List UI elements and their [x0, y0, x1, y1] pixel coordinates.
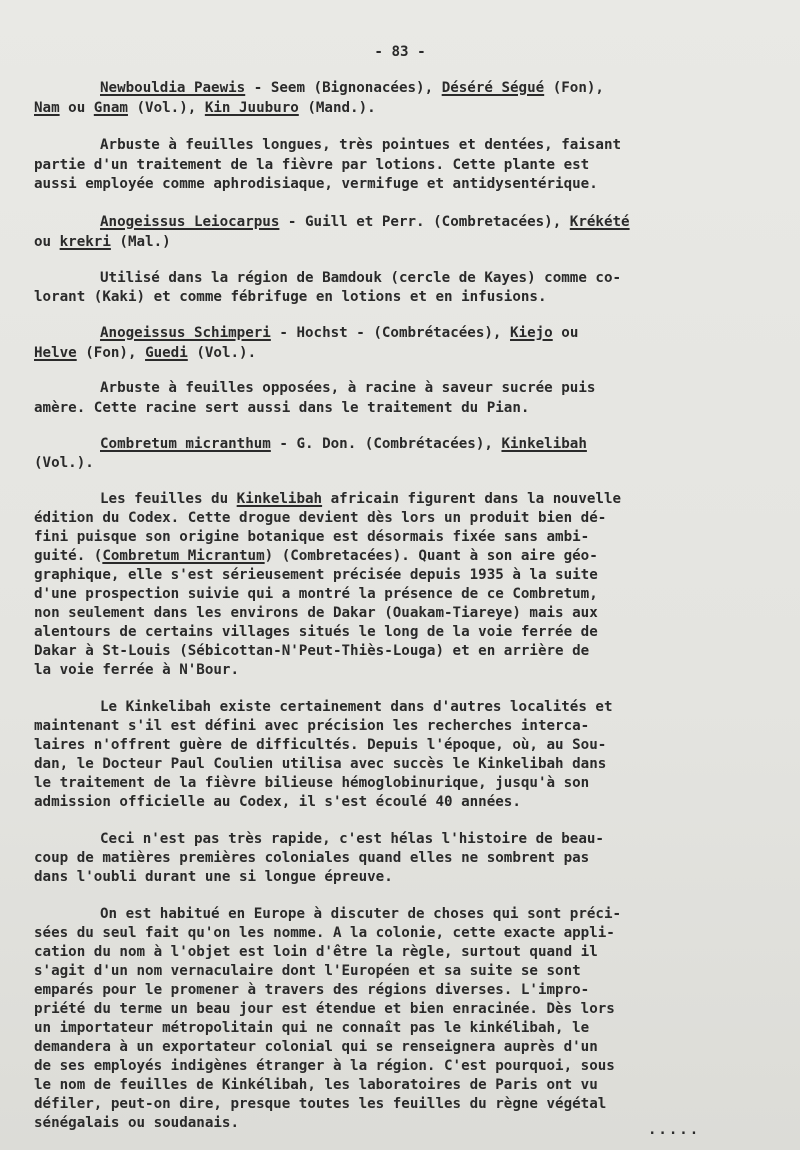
text-line	[34, 999, 774, 1019]
text-run: la voie ferrée à N'Bour.	[34, 662, 239, 678]
text-run: (Fon),	[76, 345, 146, 361]
underlined-term: Helve	[34, 345, 77, 361]
text-run: admission officielle au Codex, il s'est écoulé 40 années.	[34, 794, 521, 810]
underlined-term: Nam	[34, 100, 60, 116]
page-number: - 83 -	[374, 44, 426, 60]
text-line	[34, 174, 774, 194]
text-line	[100, 323, 800, 343]
text-run: - Guill et Perr. (Combretacées),	[279, 214, 570, 230]
text-run: Ceci n'est pas très rapide, c'est hélas l'histoire de beau-	[100, 831, 604, 847]
text-line	[34, 641, 774, 661]
text-run: de ses employés indigènes étranger à la région. C'est pourquoi, sous	[34, 1058, 615, 1074]
text-run: fini puisque son origine botanique est désormais fixée sans ambi-	[34, 529, 590, 545]
text-line	[34, 1056, 774, 1076]
underlined-term: Kinkelibah	[501, 436, 587, 452]
text-line	[34, 716, 774, 736]
text-run: On est habitué en Europe à discuter de choses qui sont préci-	[100, 906, 622, 922]
text-line	[34, 980, 774, 1000]
text-run: priété du terme un beau jour est étendue et bien enracinée. Dès lors	[34, 1001, 615, 1017]
text-run: partie d'un traitement de la fièvre par lotions. Cette plante est	[34, 157, 590, 173]
underlined-term: Krékété	[569, 214, 630, 230]
text-line	[100, 212, 800, 232]
text-run: guité. (	[34, 548, 103, 564]
text-line	[34, 565, 774, 585]
text-line	[34, 232, 774, 252]
text-line	[100, 378, 800, 398]
text-run: (Vol.).	[34, 455, 94, 471]
text-line	[100, 135, 800, 155]
text-line	[100, 434, 800, 454]
text-run: Arbuste à feuilles longues, très pointues et dentées, faisant	[100, 137, 622, 153]
text-line	[34, 98, 774, 118]
text-line	[34, 660, 774, 680]
text-line	[34, 155, 774, 175]
text-line	[34, 622, 774, 642]
text-line	[34, 942, 774, 962]
text-run: maintenant s'il est défini avec précision les recherches interca-	[34, 718, 590, 734]
text-run: - Hochst - (Combrétacées),	[270, 325, 511, 341]
text-line	[34, 453, 774, 473]
text-run: Le Kinkelibah existe certainement dans d'autres localités et	[100, 699, 613, 715]
text-run: emparés pour le promener à travers des régions diverses. L'impro-	[34, 982, 590, 998]
text-line	[34, 603, 774, 623]
text-run: le nom de feuilles de Kinkélibah, les laboratoires de Paris ont vu	[34, 1077, 598, 1093]
continuation-mark: .....	[648, 1122, 701, 1138]
text-line	[34, 1037, 774, 1057]
text-run: (Mand.).	[298, 100, 376, 116]
underlined-term: Anogeissus Leiocarpus	[100, 214, 280, 230]
text-run: s'agit d'un nom vernaculaire dont l'Européen et sa suite se sont	[34, 963, 581, 979]
text-run: édition du Codex. Cette drogue devient dès lors un produit bien dé-	[34, 510, 607, 526]
text-line	[34, 1094, 774, 1114]
text-run: ou	[59, 100, 94, 116]
text-line	[100, 489, 800, 509]
underlined-term: Anogeissus Schimperi	[100, 325, 271, 341]
text-run: défiler, peut-on dire, presque toutes les feuilles du règne végétal	[34, 1096, 607, 1112]
text-line	[34, 398, 774, 418]
underlined-term: Combretum Micrantum	[102, 548, 265, 564]
underlined-term: Kiejo	[510, 325, 553, 341]
text-line	[34, 773, 774, 793]
underlined-term: Kin Juuburo	[204, 100, 299, 116]
text-run: africain figurent dans la nouvelle	[322, 491, 622, 507]
text-line	[100, 697, 800, 717]
text-run: sénégalais ou soudanais.	[34, 1115, 239, 1131]
underlined-term: Newbouldia Paewis	[100, 80, 246, 96]
text-line	[34, 1018, 774, 1038]
underlined-term: Combretum micranthum	[100, 436, 271, 452]
text-run: graphique, elle s'est sérieusement précisée depuis 1935 à la suite	[34, 567, 598, 583]
text-run: demandera à un exportateur colonial qui se renseignera auprès d'un	[34, 1039, 598, 1055]
text-line	[34, 508, 774, 528]
text-run: (Vol.).	[187, 345, 257, 361]
text-run: Utilisé dans la région de Bamdouk (cercle de Kayes) comme co-	[100, 270, 622, 286]
text-run: le traitement de la fièvre bilieuse hémoglobinurique, jusqu'à son	[34, 775, 590, 791]
text-run: sées du seul fait qu'on les nomme. A la colonie, cette exacte appli-	[34, 925, 615, 941]
text-run: Arbuste à feuilles opposées, à racine à saveur sucrée puis	[100, 380, 596, 396]
text-run: aussi employée comme aphrodisiaque, vermifuge et antidysentérique.	[34, 176, 598, 192]
text-line	[34, 961, 774, 981]
text-line	[34, 792, 774, 812]
text-run: non seulement dans les environs de Dakar (Ouakam-Tiareye) mais aux	[34, 605, 598, 621]
text-run: - G. Don. (Combrétacées),	[270, 436, 502, 452]
text-line	[34, 923, 774, 943]
text-line	[34, 584, 774, 604]
underlined-term: Gnam	[93, 100, 128, 116]
text-line	[34, 287, 774, 307]
text-line	[100, 829, 800, 849]
text-run: ) (Combretacées). Quant à son aire géo-	[264, 548, 598, 564]
text-run: (Fon),	[544, 80, 604, 96]
text-run: un importateur métropolitain qui ne connaît pas le kinkélibah, le	[34, 1020, 590, 1036]
text-line	[34, 343, 774, 363]
text-run: dan, le Docteur Paul Coulien utilisa avec succès le Kinkelibah dans	[34, 756, 607, 772]
text-run: dans l'oubli durant une si longue épreuve.	[34, 869, 393, 885]
underlined-term: krekri	[59, 234, 111, 250]
underlined-term: Kinkelibah	[236, 491, 323, 507]
text-run: (Vol.),	[127, 100, 205, 116]
text-run: lorant (Kaki) et comme fébrifuge en lotions et en infusions.	[34, 289, 547, 305]
text-line	[34, 867, 774, 887]
text-run: Les feuilles du	[100, 491, 237, 507]
text-run: (Mal.)	[110, 234, 171, 250]
underlined-term: Guedi	[145, 345, 188, 361]
text-run: - Seem (Bignonacées),	[245, 80, 442, 96]
text-run: alentours de certains villages situés le long de la voie ferrée de	[34, 624, 598, 640]
text-line	[100, 268, 800, 288]
text-run: ou	[552, 325, 579, 341]
text-run: coup de matières premières coloniales quand elles ne sombrent pas	[34, 850, 590, 866]
text-run: cation du nom à l'objet est loin d'être la règle, surtout quand il	[34, 944, 598, 960]
text-line	[34, 546, 774, 566]
text-run: Dakar à St-Louis (Sébicottan-N'Peut-Thiès-Louga) et en arrière de	[34, 643, 590, 659]
underlined-term: Déséré Ségué	[441, 80, 545, 96]
text-run: ou	[34, 234, 60, 250]
text-run: laires n'offrent guère de difficultés. Depuis l'époque, où, au Sou-	[34, 737, 607, 753]
text-line	[100, 78, 800, 98]
text-run: d'une prospection suivie qui a montré la présence de ce Combretum,	[34, 586, 598, 602]
text-line	[34, 735, 774, 755]
text-line	[100, 904, 800, 924]
text-line	[34, 1075, 774, 1095]
text-run: amère. Cette racine sert aussi dans le traitement du Pian.	[34, 400, 530, 416]
text-line	[34, 754, 774, 774]
text-line	[34, 848, 774, 868]
text-line	[34, 527, 774, 547]
